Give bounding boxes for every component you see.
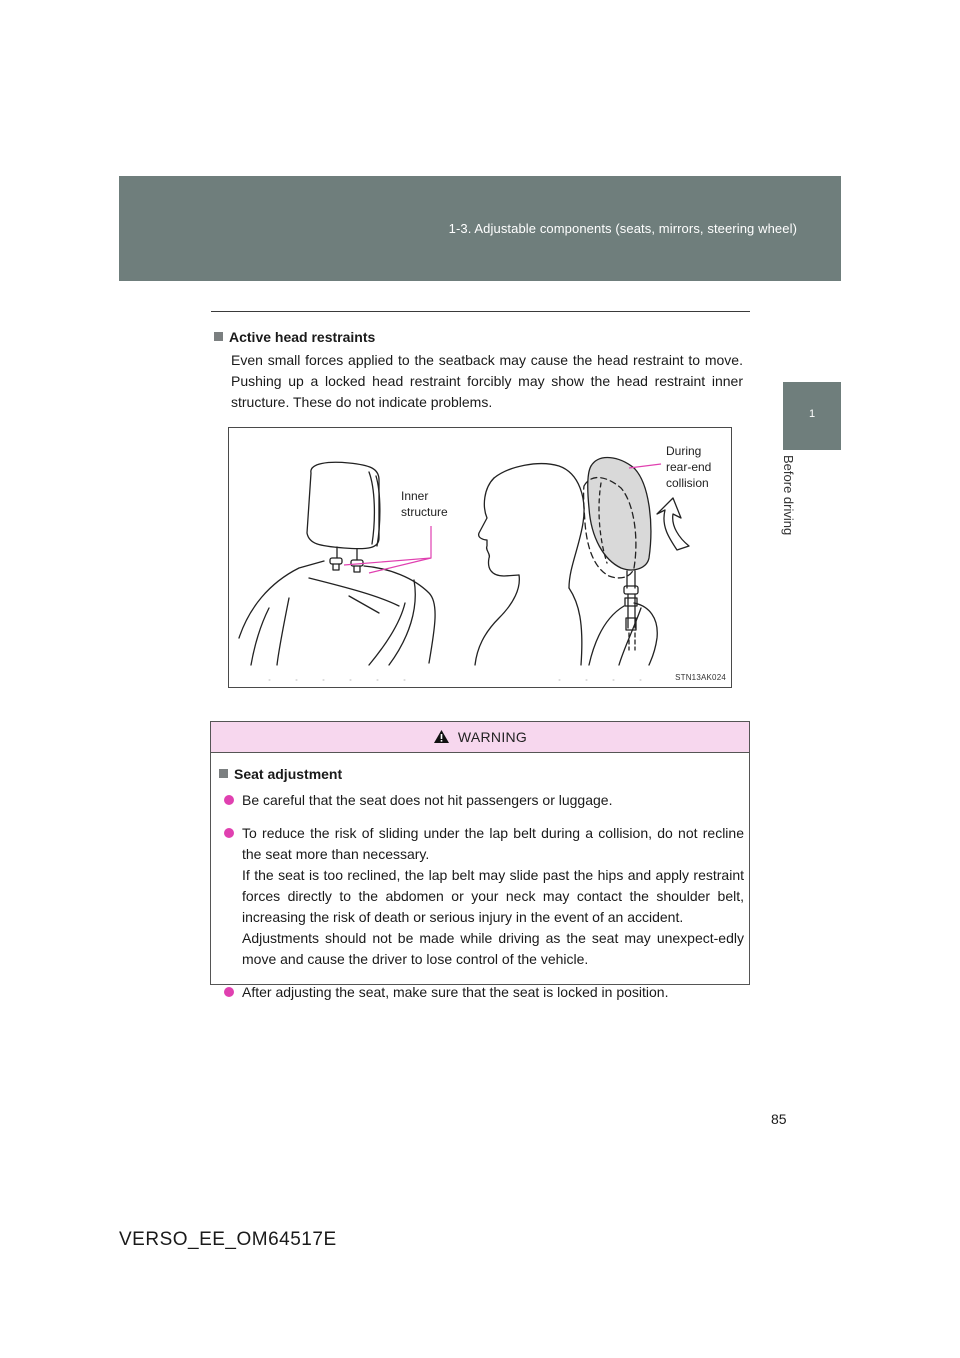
warning-item-text: To reduce the risk of sliding under the lap belt during a collision, do not recline the seat more than necessary. <box>242 825 744 862</box>
bullet-dot-icon <box>224 795 234 805</box>
section-divider <box>211 311 750 312</box>
warning-item <box>242 823 744 970</box>
bullet-dot-icon <box>224 987 234 997</box>
chapter-tab-label: Before driving <box>781 455 796 536</box>
inner-structure-label: Inner structure <box>401 489 448 519</box>
head-restraint-figure <box>228 427 732 688</box>
warning-header <box>211 722 749 753</box>
head-restraint-illustration <box>229 428 732 688</box>
rear-end-collision-label: During rear-end collision <box>666 444 712 490</box>
chapter-header-title: 1-3. Adjustable components (seats, mirrors, steering wheel) <box>448 221 797 236</box>
section-title-text: Active head restraints <box>229 329 376 345</box>
warning-item <box>242 790 744 811</box>
figure-code: STN13AK024 <box>675 673 726 682</box>
square-bullet-icon <box>219 769 228 778</box>
warning-subheading-text: Seat adjustment <box>234 766 343 782</box>
warning-item-text: Adjustments should not be made while driving as the seat may unexpect-edly move and cause the driver to lose control of the vehicle. <box>242 930 744 967</box>
section-body: Even small forces applied to the seatback may cause the head restraint to move. Pushing up a locked head restraint forcibly may show the head restraint inner structure. These do not indicate problems. <box>231 352 743 410</box>
warning-box <box>210 721 750 1000</box>
warning-item <box>242 982 744 1003</box>
warning-item-text: If the seat is too reclined, the lap belt may slide past the hips and apply restraint forces directly to the abdomen or your neck may contact the shoulder belt, increasing the risk of death or serious injury in the event of an accident. <box>242 867 744 925</box>
chapter-tab-number: 1 <box>783 382 841 450</box>
bullet-dot-icon <box>224 828 234 838</box>
warning-triangle-icon <box>433 724 450 754</box>
warning-item-text: After adjusting the seat, make sure that the seat is locked in position. <box>242 984 669 1000</box>
square-bullet-icon <box>214 332 223 341</box>
warning-heading: WARNING <box>457 729 528 745</box>
section-title <box>214 329 375 345</box>
warning-subheading <box>219 766 342 782</box>
document-code: VERSO_EE_OM64517E <box>119 1229 337 1250</box>
warning-item-text: Be careful that the seat does not hit passengers or luggage. <box>242 792 613 808</box>
page-number: 85 <box>771 1111 787 1127</box>
